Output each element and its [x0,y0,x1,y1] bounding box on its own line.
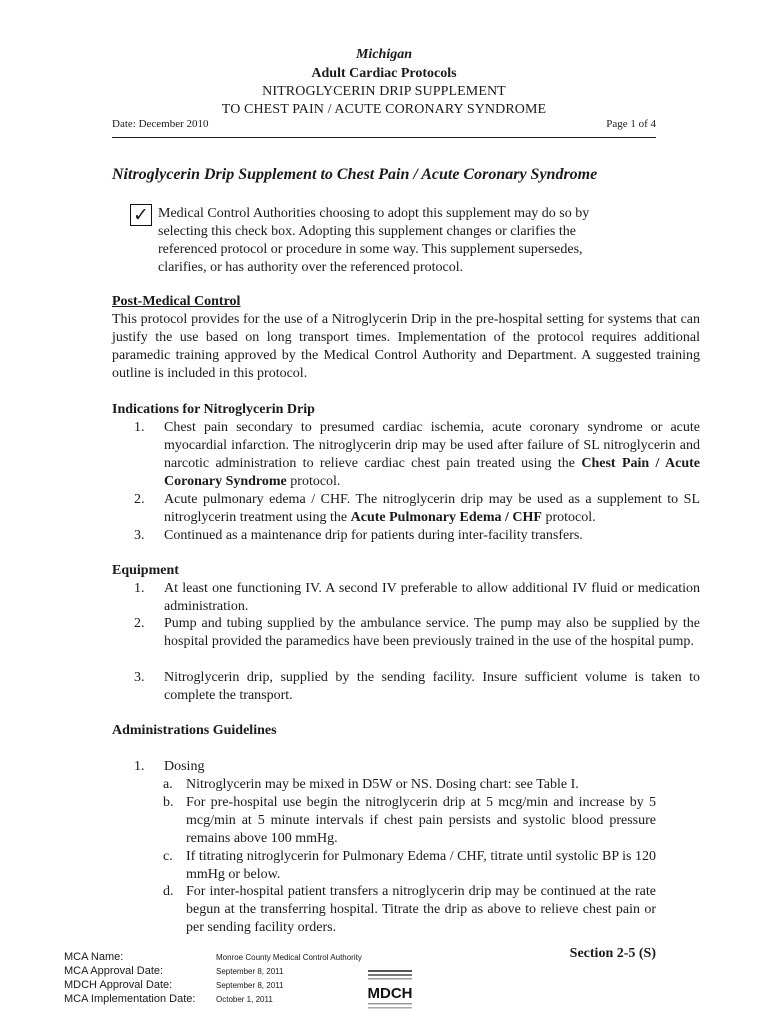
list-item: Continued as a maintenance drip for patients during inter-facility transfers. [164,528,583,543]
sublist-item: If titrating nitroglycerin for Pulmonary Edema / CHF, titrate until systolic BP is 120 mmHg or below. [186,849,656,882]
checkbox-note: Medical Control Authorities choosing to adopt this supplement may do so by selecting this check box. Adopting this supplement changes or clarifies the referenced protocol or procedure in some way. This supplement supersedes, clarifies, or has authority over the referenced protocol. [158,206,590,275]
list-number: 1. [134,420,145,435]
mdch-logo-icon [360,968,420,1014]
equipment-heading: Equipment [112,563,179,578]
list-number: 1. [134,581,145,596]
sublist-item: For inter-hospital patient transfers a nitroglycerin drip may be continued at the rate begun at the transferring hospital. Titrate the drip as above to relieve chest pain or per sending facility orders. [186,884,656,935]
sublist-item: Nitroglycerin may be mixed in D5W or NS. Dosing chart: see Table I. [186,777,579,792]
adopt-supplement-checkbox[interactable] [130,204,152,226]
footer-mca-name-value: Monroe County Medical Control Authority [216,953,362,962]
post-medical-heading: Post-Medical Control [112,294,241,309]
indications-heading: Indications for Nitroglycerin Drip [112,402,315,417]
list-number: 2. [134,492,145,507]
list-number: 3. [134,670,145,685]
list-item: Chest pain secondary to presumed cardiac ischemia, acute coronary syndrome or acute myocardial infarction. The nitroglycerin drip may be used after failure of SL nitroglycerin and narcotic administration to relieve cardiac chest pain treated using the Chest Pain / Acute Coronary Syndrome protocol. [164,420,700,489]
footer-implementation-label: MCA Implementation Date: [64,993,196,1005]
header-page-number: Page 1 of 4 [606,118,656,130]
list-number: 3. [134,528,145,543]
footer-mdch-label: MDCH Approval Date: [64,979,173,991]
admin-guidelines-heading: Administrations Guidelines [112,723,277,738]
header-line-1: NITROGLYCERIN DRIP SUPPLEMENT [262,84,506,99]
header-date: Date: December 2010 [112,118,209,130]
document-title: Nitroglycerin Drip Supplement to Chest Pain / Acute Coronary Syndrome [112,166,598,183]
list-item: Pump and tubing supplied by the ambulance service. The pump may also be supplied by the hospital provided the paramedics have been previously trained in the use of the hospital pump. [164,616,700,649]
list-number: 1. [134,759,145,774]
list-item: Acute pulmonary edema / CHF. The nitroglycerin drip may be used as a supplement to SL nitroglycerin treatment using the Acute Pulmonary Edema / CHF protocol. [164,492,700,525]
footer-implementation-value: October 1, 2011 [216,995,273,1004]
sublist-letter: a. [163,777,173,792]
svg-text:MDCH: MDCH [367,985,413,1002]
post-medical-text: This protocol provides for the use of a Nitroglycerin Drip in the pre-hospital setting for systems that can justify the use based on long transport times. Implementation of the protocol requires additional paramedic training approved by the Medical Control Authority and Department. A suggested training outline is included in this protocol. [112,312,700,381]
list-item: Nitroglycerin drip, supplied by the sending facility. Insure sufficient volume is taken to complete the transport. [164,670,700,703]
sublist-item: For pre-hospital use begin the nitroglycerin drip at 5 mcg/min and increase by 5 mcg/min at 5 minute intervals if chest pain persists and systolic blood pressure remains above 100 mmHg. [186,795,656,846]
dosing-label: Dosing [164,759,205,774]
header-state: Michigan [355,47,412,62]
footer-approval-label: MCA Approval Date: [64,965,164,977]
footer-mca-name-label: MCA Name: [64,951,124,963]
sublist-letter: b. [163,795,174,810]
sublist-letter: d. [163,884,174,899]
list-item: At least one functioning IV. A second IV preferable to allow additional IV fluid or medication administration. [164,581,700,614]
section-number: Section 2-5 (S) [569,946,656,961]
list-number: 2. [134,616,145,631]
header-line-2: TO CHEST PAIN / ACUTE CORONARY SYNDROME [221,102,547,117]
footer-approval-value: September 8, 2011 [216,967,284,976]
sublist-letter: c. [163,849,173,864]
checkmark-icon: ✓ [133,204,149,226]
header-divider [112,137,656,138]
header-title: Adult Cardiac Protocols [311,66,457,81]
footer-mdch-value: September 8, 2011 [216,981,284,990]
